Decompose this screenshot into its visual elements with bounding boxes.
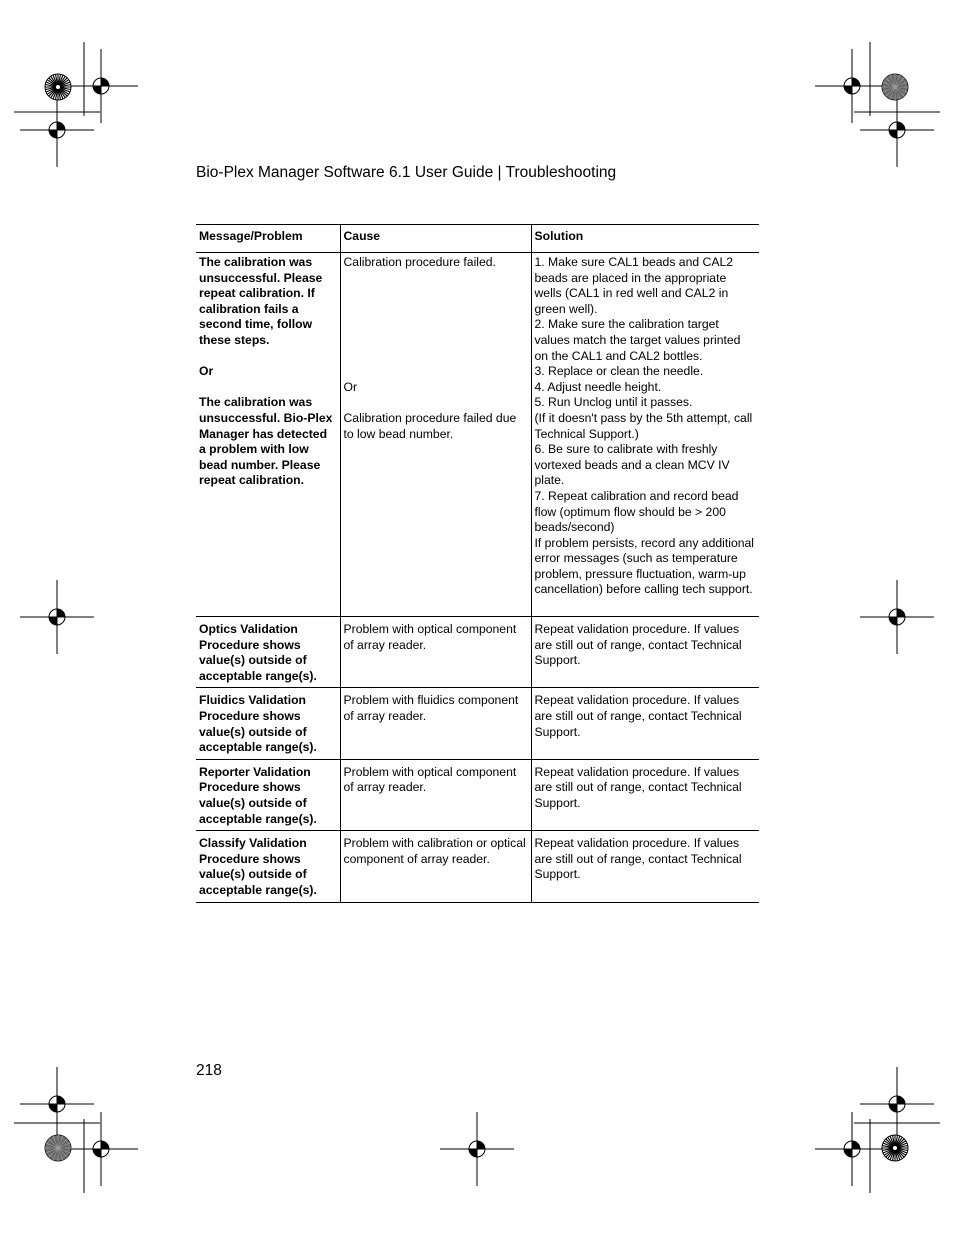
solution-step: 4. Adjust needle height. bbox=[534, 379, 662, 394]
cause-cell: Problem with calibration or optical component of array reader. bbox=[340, 831, 531, 902]
cause-text: Calibration procedure failed. bbox=[343, 255, 496, 269]
column-header-solution: Solution bbox=[531, 225, 759, 253]
star-target-icon bbox=[882, 1135, 908, 1161]
registration-target-icon bbox=[815, 1112, 889, 1186]
registration-target-icon bbox=[815, 49, 889, 123]
solution-step: 3. Replace or clean the needle. bbox=[534, 364, 704, 379]
solution-cell: Repeat validation procedure. If values are still out of range, contact Technical Support. bbox=[531, 617, 759, 688]
solution-step: (If it doesn't pass by the 5th attempt, call Technical Support.) bbox=[534, 410, 753, 441]
table-header-row bbox=[196, 225, 759, 253]
registration-target-icon bbox=[860, 93, 934, 167]
cause-text: Calibration procedure failed due to low bead number. bbox=[343, 410, 517, 441]
table-row-fluidics-validation bbox=[196, 688, 759, 759]
table-row-calibration bbox=[196, 253, 759, 617]
registration-target-icon bbox=[20, 93, 94, 167]
page-number: 218 bbox=[196, 1062, 222, 1079]
registration-target-icon bbox=[20, 580, 94, 654]
message-cell bbox=[196, 253, 340, 617]
column-header-message: Message/Problem bbox=[196, 225, 340, 253]
page-header: Bio-Plex Manager Software 6.1 User Guide | Troubleshooting bbox=[196, 164, 617, 181]
table-row-classify-validation bbox=[196, 831, 759, 902]
message-text: The calibration was unsuccessful. Bio-Plex Manager has detected a problem with low bead number. Please repeat calibration. bbox=[199, 395, 333, 488]
message-cell: Classify Validation Procedure shows value(s) outside of acceptable range(s). bbox=[196, 831, 340, 902]
cause-cell: Problem with optical component of array reader. bbox=[340, 617, 531, 688]
star-target-icon bbox=[882, 74, 908, 100]
registration-target-icon bbox=[64, 1112, 138, 1186]
registration-target-icon bbox=[64, 49, 138, 123]
solution-cell: Repeat validation procedure. If values are still out of range, contact Technical Support. bbox=[531, 688, 759, 759]
registration-target-icon bbox=[20, 1067, 94, 1141]
solution-step: 6. Be sure to calibrate with freshly vortexed beads and a clean MCV IV plate. bbox=[534, 442, 730, 488]
registration-target-icon bbox=[860, 1067, 934, 1141]
solution-step: 5. Run Unclog until it passes. bbox=[534, 395, 693, 410]
cause-cell: Problem with fluidics component of array reader. bbox=[340, 688, 531, 759]
or-separator: Or bbox=[343, 379, 358, 394]
registration-target-icon bbox=[860, 580, 934, 654]
table-row-reporter-validation bbox=[196, 759, 759, 830]
solution-cell: Repeat validation procedure. If values are still out of range, contact Technical Support. bbox=[531, 831, 759, 902]
table-row-optics-validation bbox=[196, 617, 759, 688]
cause-cell bbox=[340, 253, 531, 617]
message-cell: Reporter Validation Procedure shows value(s) outside of acceptable range(s). bbox=[196, 759, 340, 830]
cause-cell: Problem with optical component of array reader. bbox=[340, 759, 531, 830]
solution-step: If problem persists, record any additional error messages (such as temperature problem, pressure fluctuation, warm-up cancellation) before calling tech support. bbox=[534, 535, 754, 597]
star-target-icon bbox=[45, 74, 71, 100]
message-cell: Optics Validation Procedure shows value(s) outside of acceptable range(s). bbox=[196, 617, 340, 688]
solution-cell: Repeat validation procedure. If values are still out of range, contact Technical Support. bbox=[531, 759, 759, 830]
solution-step: 1. Make sure CAL1 beads and CAL2 beads are placed in the appropriate wells (CAL1 in red well and CAL2 in green well). bbox=[534, 255, 734, 316]
solution-step: 2. Make sure the calibration target values match the target values printed on the CAL1 and CAL2 bottles. bbox=[534, 317, 741, 363]
star-target-icon bbox=[45, 1135, 71, 1161]
solution-cell bbox=[531, 253, 759, 617]
message-cell: Fluidics Validation Procedure shows value(s) outside of acceptable range(s). bbox=[196, 688, 340, 759]
registration-target-icon bbox=[440, 1112, 514, 1186]
message-text: The calibration was unsuccessful. Please repeat calibration. If calibration fails a second time, follow these steps. bbox=[199, 255, 323, 347]
solution-step: 7. Repeat calibration and record bead flow (optimum flow should be > 200 beads/second) bbox=[534, 488, 739, 535]
or-separator: Or bbox=[199, 364, 214, 379]
column-header-cause: Cause bbox=[340, 225, 531, 253]
troubleshooting-table bbox=[196, 224, 759, 903]
